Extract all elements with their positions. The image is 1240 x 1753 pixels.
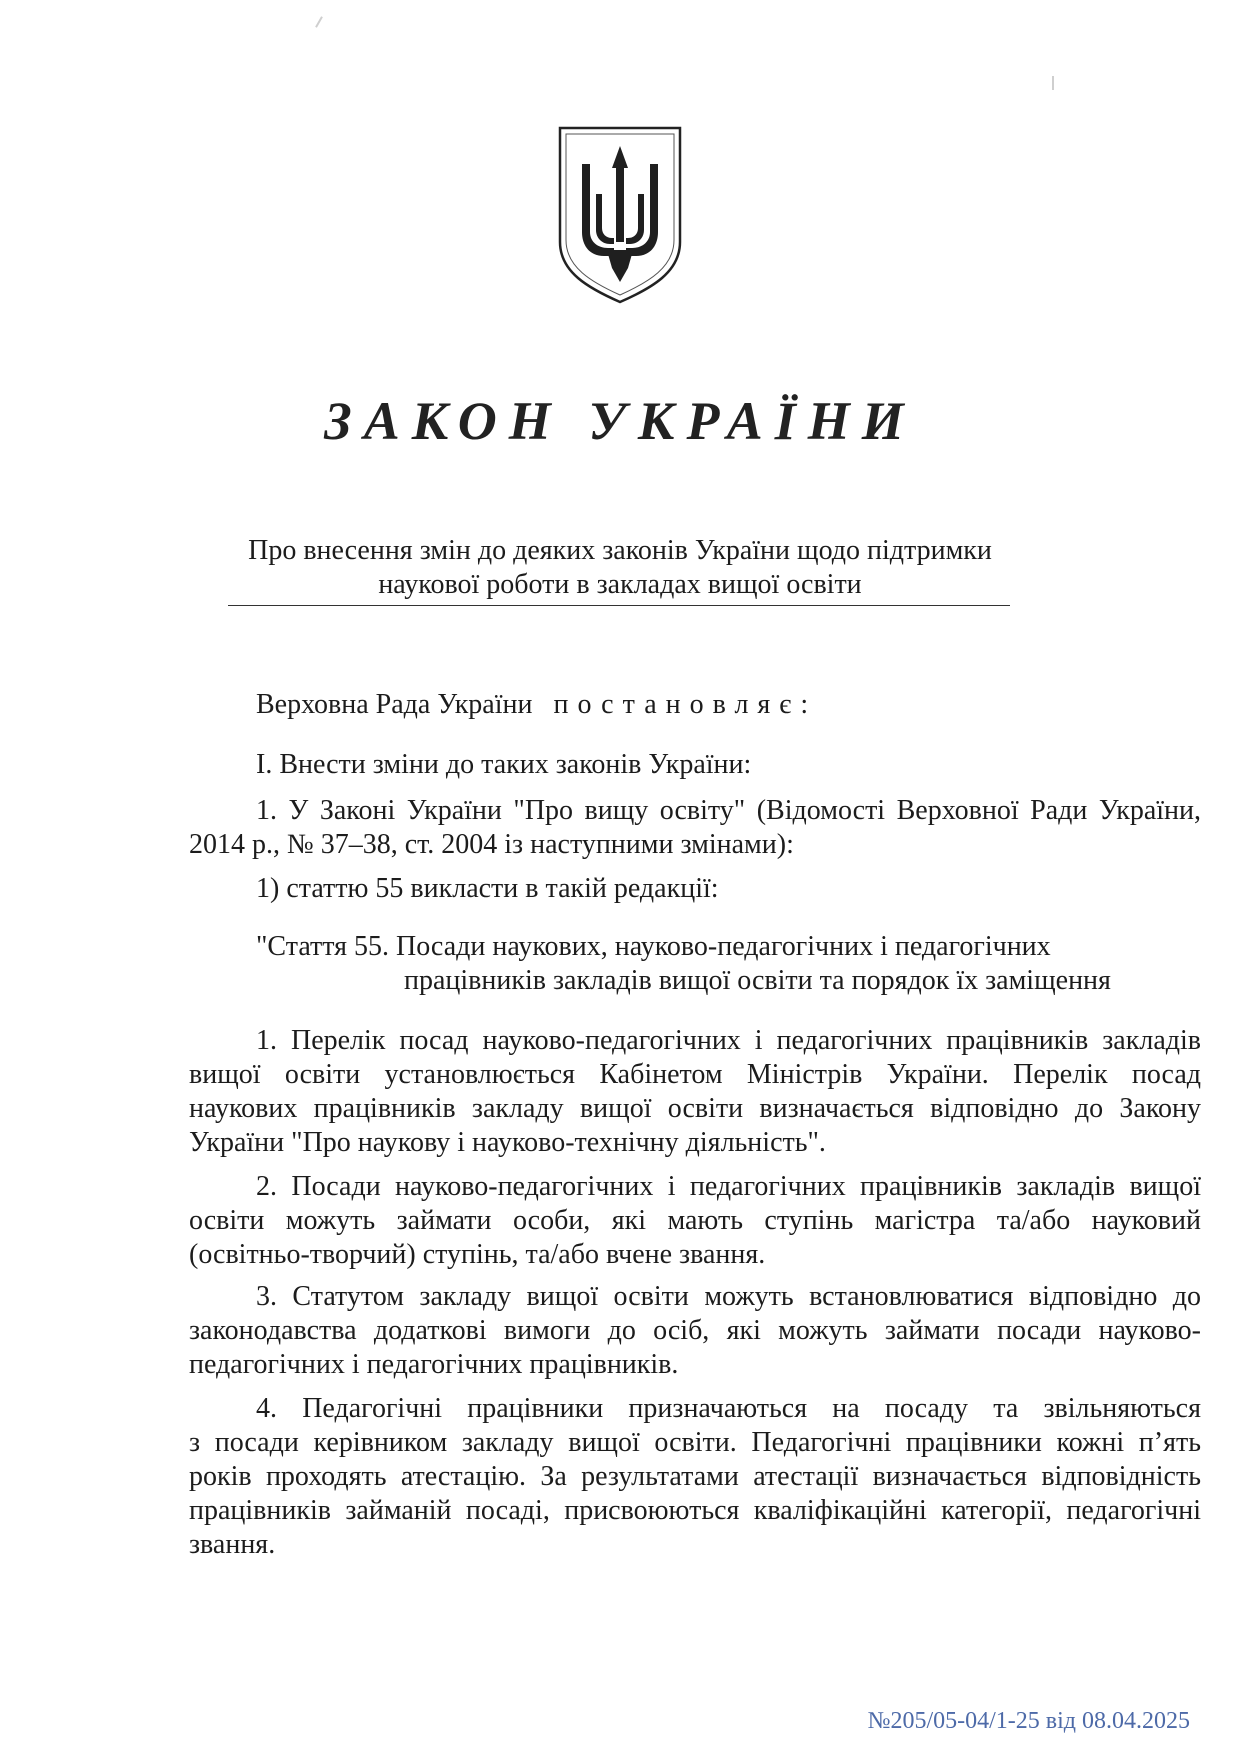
paragraph-line: 3. Статутом закладу вищої освіти можуть встановлюватися відповідно до (256, 1281, 1201, 1312)
paragraph-line: (освітньо-творчий) ступінь, та/або вчене звання. (189, 1239, 766, 1270)
law-title: ЗАКОН УКРАЇНИ (324, 391, 916, 451)
paragraph-line: вищої освіти установлюється Кабінетом Міністрів України. Перелік посад (189, 1059, 1201, 1090)
paragraph-line: педагогічних і педагогічних працівників. (189, 1349, 679, 1380)
preamble-verb: постановляє: (553, 689, 818, 720)
paragraph-line: 4. Педагогічні працівники призначаються на посаду та звільняються (256, 1393, 1201, 1424)
paragraph-line: 2. Посади науково-педагогічних і педагогічних працівників закладів вищої (256, 1171, 1201, 1202)
registration-stamp: №205/05-04/1-25 від 08.04.2025 (867, 1708, 1190, 1734)
article-heading-line-2: працівників закладів вищої освіти та порядок їх заміщення (404, 965, 1111, 996)
law-subject-line-1: Про внесення змін до деяких законів України щодо підтримки (248, 535, 992, 566)
paragraph-line: 1. Перелік посад науково-педагогічних і педагогічних працівників закладів (256, 1025, 1201, 1056)
paragraph-line: України "Про наукову і науково-технічну діяльність". (189, 1127, 826, 1158)
law-subject (150, 534, 1090, 602)
paragraph-line: років проходять атестацію. За результатами атестації визначається відповідність (189, 1461, 1201, 1492)
section-one: І. Внести зміни до таких законів України: (256, 749, 752, 780)
preamble (256, 688, 817, 722)
scan-mark (315, 16, 323, 27)
paragraph-line: наукових працівників закладу вищої освіти визначається відповідно до Закону (189, 1093, 1201, 1124)
paragraph-line: законодавства додаткові вимоги до осіб, які можуть займати посади науково- (189, 1315, 1201, 1346)
paragraph-line: звання. (189, 1529, 276, 1560)
paragraph-2 (189, 1170, 1201, 1272)
subject-underline (228, 605, 1010, 606)
paragraph-line: освіти можуть займати особи, які мають ступінь магістра та/або науковий (189, 1205, 1201, 1236)
item-one-line-2: 2014 р., № 37–38, ст. 2004 із наступними змінами): (189, 829, 794, 860)
ukraine-coat-of-arms-icon (556, 124, 684, 304)
paragraph-line: з посади керівником закладу вищої освіти. Педагогічні працівники кожні п’ять (189, 1427, 1201, 1458)
article-heading-line-1: "Стаття 55. Посади наукових, науково-педагогічних і педагогічних (256, 931, 1051, 962)
scan-mark (1052, 76, 1054, 90)
sub-item-one: 1) статтю 55 викласти в такій редакції: (256, 873, 719, 904)
paragraph-3 (189, 1280, 1201, 1382)
item-one (189, 794, 1201, 862)
item-one-line-1: 1. У Законі України "Про вищу освіту" (Відомості Верховної Ради України, (256, 795, 1201, 826)
paragraph-line: працівників займаній посаді, присвоюються кваліфікаційні категорії, педагогічні (189, 1495, 1201, 1526)
paragraph-1 (189, 1024, 1201, 1160)
preamble-lead: Верховна Рада України (256, 689, 533, 720)
law-subject-line-2: наукової роботи в закладах вищої освіти (378, 569, 862, 600)
paragraph-4 (189, 1392, 1201, 1562)
